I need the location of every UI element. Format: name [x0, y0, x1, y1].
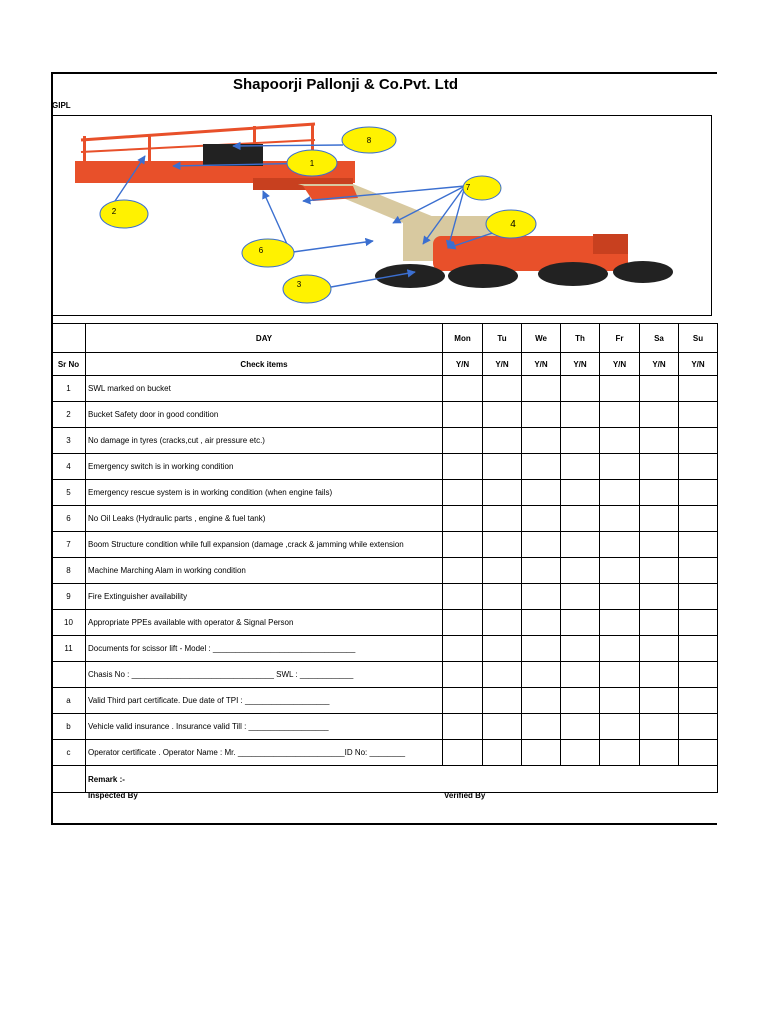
gipl-label: GIPL	[52, 101, 71, 110]
check-cell-sa[interactable]	[640, 740, 679, 766]
callout-4: 4	[510, 219, 516, 230]
check-cell-th[interactable]	[561, 480, 600, 506]
check-cell-tu[interactable]	[483, 428, 522, 454]
check-cell-tu[interactable]	[483, 558, 522, 584]
check-cell-su[interactable]	[679, 610, 718, 636]
callout-7: 7	[465, 183, 471, 192]
row-check-item: Operator certificate . Operator Name : Mr. ________________________ID No: ________	[86, 740, 443, 766]
table-row	[52, 480, 718, 506]
check-cell-su[interactable]	[679, 740, 718, 766]
check-cell-sa[interactable]	[640, 610, 679, 636]
row-check-item: Machine Marching Alam in working condition	[86, 558, 443, 584]
check-cell-th[interactable]	[561, 610, 600, 636]
check-cell-th[interactable]	[561, 636, 600, 662]
row-check-item: Documents for scissor lift - Model : ________________________________	[86, 636, 443, 662]
check-cell-we[interactable]	[522, 740, 561, 766]
check-cell-we[interactable]	[522, 610, 561, 636]
day-sa: Sa	[640, 324, 679, 353]
day-fr: Fr	[600, 324, 640, 353]
row-check-item: SWL marked on bucket	[86, 376, 443, 402]
yn-th: Y/N	[561, 353, 600, 376]
callout-3: 3	[296, 280, 302, 289]
check-cell-mon[interactable]	[443, 402, 483, 428]
table-row	[52, 610, 718, 636]
check-cell-mon[interactable]	[443, 532, 483, 558]
table-row	[52, 688, 718, 714]
check-cell-mon[interactable]	[443, 636, 483, 662]
row-srno: 4	[52, 454, 86, 480]
column-header-row	[52, 353, 718, 376]
day-label: DAY	[86, 324, 443, 353]
check-cell-mon[interactable]	[443, 454, 483, 480]
check-cell-tu[interactable]	[483, 688, 522, 714]
table-row	[52, 558, 718, 584]
check-cell-we[interactable]	[522, 532, 561, 558]
row-srno: c	[52, 740, 86, 766]
row-srno: a	[52, 688, 86, 714]
check-cell-fr[interactable]	[600, 610, 640, 636]
day-th: Th	[561, 324, 600, 353]
check-cell-su[interactable]	[679, 636, 718, 662]
callout-1: 1	[309, 159, 315, 168]
check-cell-su[interactable]	[679, 584, 718, 610]
day-su: Su	[679, 324, 718, 353]
check-cell-th[interactable]	[561, 428, 600, 454]
check-cell-we[interactable]	[522, 714, 561, 740]
check-cell-we[interactable]	[522, 376, 561, 402]
check-cell-fr[interactable]	[600, 506, 640, 532]
day-mon: Mon	[443, 324, 483, 353]
check-cell-mon[interactable]	[443, 610, 483, 636]
check-cell-we[interactable]	[522, 688, 561, 714]
inspected-by-label: Inspected By	[88, 791, 138, 800]
row-srno: 2	[52, 402, 86, 428]
check-cell-sa[interactable]	[640, 558, 679, 584]
row-check-item: Appropriate PPEs available with operator & Signal Person	[86, 610, 443, 636]
row-srno	[52, 662, 86, 688]
check-cell-mon[interactable]	[443, 688, 483, 714]
remark-label: Remark :-	[86, 766, 718, 793]
check-cell-sa[interactable]	[640, 662, 679, 688]
check-items-header: Check items	[86, 353, 443, 376]
check-cell-fr[interactable]	[600, 558, 640, 584]
row-check-item: Boom Structure condition while full expansion (damage ,crack & jamming while extension	[86, 532, 443, 558]
check-cell-th[interactable]	[561, 662, 600, 688]
check-cell-we[interactable]	[522, 402, 561, 428]
row-check-item: No Oil Leaks (Hydraulic parts , engine & fuel tank)	[86, 506, 443, 532]
check-cell-th[interactable]	[561, 740, 600, 766]
day-tu: Tu	[483, 324, 522, 353]
yn-tu: Y/N	[483, 353, 522, 376]
row-check-item: Chasis No : ________________________________ SWL : ____________	[86, 662, 443, 688]
check-cell-th[interactable]	[561, 714, 600, 740]
row-srno: 9	[52, 584, 86, 610]
check-cell-tu[interactable]	[483, 610, 522, 636]
table-row	[52, 402, 718, 428]
table-row	[52, 584, 718, 610]
check-cell-sa[interactable]	[640, 506, 679, 532]
row-check-item: Fire Extinguisher availability	[86, 584, 443, 610]
table-row	[52, 428, 718, 454]
check-cell-mon[interactable]	[443, 506, 483, 532]
check-cell-fr[interactable]	[600, 532, 640, 558]
check-cell-we[interactable]	[522, 636, 561, 662]
check-cell-sa[interactable]	[640, 636, 679, 662]
daily-checklist-table	[51, 323, 718, 793]
row-check-item: No damage in tyres (cracks,cut , air pressure etc.)	[86, 428, 443, 454]
table-row	[52, 532, 718, 558]
company-title: Shapoorji Pallonji & Co.Pvt. Ltd	[233, 76, 459, 93]
check-cell-fr[interactable]	[600, 584, 640, 610]
check-cell-th[interactable]	[561, 584, 600, 610]
row-check-item: Valid Third part certificate. Due date of TPI : ___________________	[86, 688, 443, 714]
check-cell-mon[interactable]	[443, 428, 483, 454]
table-row	[52, 740, 718, 766]
check-cell-su[interactable]	[679, 480, 718, 506]
yn-su: Y/N	[679, 353, 718, 376]
yn-fr: Y/N	[600, 353, 640, 376]
check-cell-tu[interactable]	[483, 480, 522, 506]
check-cell-sa[interactable]	[640, 480, 679, 506]
check-cell-we[interactable]	[522, 662, 561, 688]
check-cell-th[interactable]	[561, 454, 600, 480]
check-cell-th[interactable]	[561, 558, 600, 584]
remark-row	[52, 766, 718, 793]
check-cell-tu[interactable]	[483, 402, 522, 428]
table-row	[52, 506, 718, 532]
callout-8: 8	[366, 136, 372, 145]
row-srno: 10	[52, 610, 86, 636]
check-cell-tu[interactable]	[483, 662, 522, 688]
check-cell-th[interactable]	[561, 376, 600, 402]
table-row	[52, 714, 718, 740]
check-cell-fr[interactable]	[600, 688, 640, 714]
check-cell-tu[interactable]	[483, 714, 522, 740]
check-cell-we[interactable]	[522, 454, 561, 480]
day-we: We	[522, 324, 561, 353]
check-cell-sa[interactable]	[640, 454, 679, 480]
check-cell-mon[interactable]	[443, 558, 483, 584]
row-check-item: Emergency rescue system is in working condition (when engine fails)	[86, 480, 443, 506]
check-cell-tu[interactable]	[483, 454, 522, 480]
check-cell-sa[interactable]	[640, 688, 679, 714]
table-row	[52, 454, 718, 480]
callout-6: 6	[258, 246, 264, 255]
check-cell-fr[interactable]	[600, 454, 640, 480]
check-cell-tu[interactable]	[483, 506, 522, 532]
row-srno: 3	[52, 428, 86, 454]
check-cell-tu[interactable]	[483, 532, 522, 558]
check-cell-fr[interactable]	[600, 636, 640, 662]
row-srno: 7	[52, 532, 86, 558]
day-header-row	[52, 324, 718, 353]
check-cell-sa[interactable]	[640, 376, 679, 402]
verified-by-label: Verified By	[444, 791, 486, 800]
check-cell-sa[interactable]	[640, 402, 679, 428]
check-cell-su[interactable]	[679, 714, 718, 740]
check-cell-fr[interactable]	[600, 714, 640, 740]
check-cell-sa[interactable]	[640, 584, 679, 610]
check-cell-fr[interactable]	[600, 376, 640, 402]
check-cell-su[interactable]	[679, 688, 718, 714]
check-cell-fr[interactable]	[600, 740, 640, 766]
row-srno: 11	[52, 636, 86, 662]
check-cell-su[interactable]	[679, 376, 718, 402]
check-cell-fr[interactable]	[600, 428, 640, 454]
check-cell-th[interactable]	[561, 506, 600, 532]
check-cell-mon[interactable]	[443, 740, 483, 766]
check-cell-th[interactable]	[561, 532, 600, 558]
check-cell-mon[interactable]	[443, 376, 483, 402]
yn-mon: Y/N	[443, 353, 483, 376]
check-cell-we[interactable]	[522, 480, 561, 506]
check-cell-fr[interactable]	[600, 480, 640, 506]
check-cell-th[interactable]	[561, 688, 600, 714]
yn-we: Y/N	[522, 353, 561, 376]
check-cell-tu[interactable]	[483, 584, 522, 610]
check-cell-sa[interactable]	[640, 428, 679, 454]
row-srno: 5	[52, 480, 86, 506]
row-check-item: Bucket Safety door in good condition	[86, 402, 443, 428]
check-cell-tu[interactable]	[483, 740, 522, 766]
row-check-item: Emergency switch is in working condition	[86, 454, 443, 480]
srno-header: Sr No	[52, 353, 86, 376]
yn-sa: Y/N	[640, 353, 679, 376]
check-cell-su[interactable]	[679, 506, 718, 532]
check-cell-fr[interactable]	[600, 402, 640, 428]
check-cell-su[interactable]	[679, 428, 718, 454]
row-srno: 8	[52, 558, 86, 584]
row-srno: 1	[52, 376, 86, 402]
table-row	[52, 376, 718, 402]
check-cell-we[interactable]	[522, 584, 561, 610]
check-cell-su[interactable]	[679, 532, 718, 558]
check-cell-sa[interactable]	[640, 532, 679, 558]
check-cell-sa[interactable]	[640, 714, 679, 740]
check-cell-mon[interactable]	[443, 662, 483, 688]
check-cell-su[interactable]	[679, 454, 718, 480]
check-cell-fr[interactable]	[600, 662, 640, 688]
check-cell-su[interactable]	[679, 662, 718, 688]
check-cell-mon[interactable]	[443, 714, 483, 740]
check-cell-th[interactable]	[561, 402, 600, 428]
check-cell-mon[interactable]	[443, 480, 483, 506]
row-srno: b	[52, 714, 86, 740]
table-row	[52, 662, 718, 688]
row-check-item: Vehicle valid insurance . Insurance valid Till : __________________	[86, 714, 443, 740]
row-srno: 6	[52, 506, 86, 532]
callout-2: 2	[111, 207, 117, 216]
check-cell-we[interactable]	[522, 558, 561, 584]
check-cell-tu[interactable]	[483, 376, 522, 402]
check-cell-we[interactable]	[522, 506, 561, 532]
check-cell-mon[interactable]	[443, 584, 483, 610]
boom-lift-illustration	[52, 115, 712, 316]
check-cell-we[interactable]	[522, 428, 561, 454]
check-cell-su[interactable]	[679, 402, 718, 428]
table-row	[52, 636, 718, 662]
check-cell-tu[interactable]	[483, 636, 522, 662]
check-cell-su[interactable]	[679, 558, 718, 584]
